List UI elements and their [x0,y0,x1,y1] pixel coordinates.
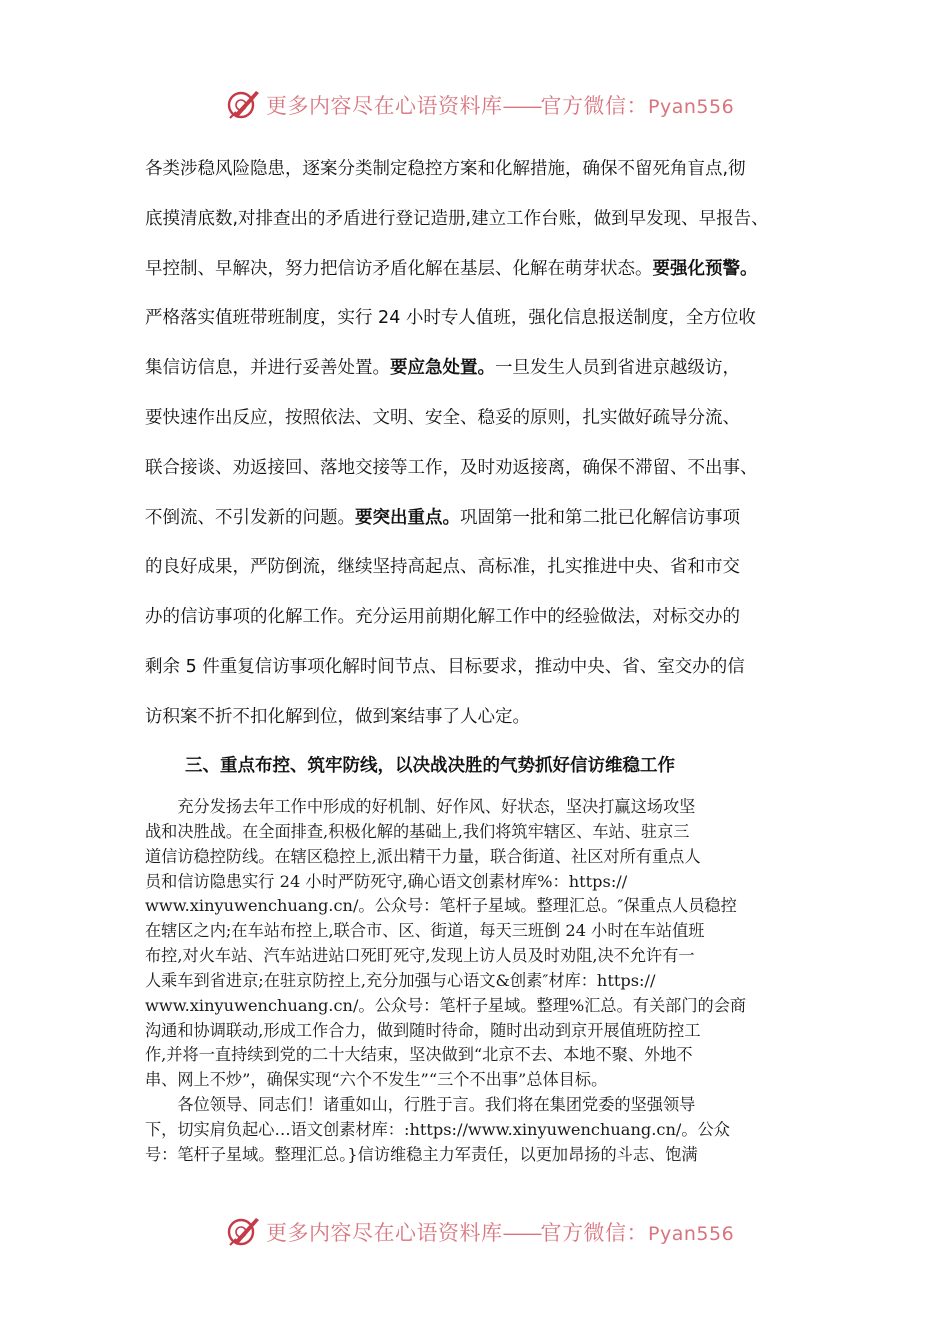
text-line: 员和信访隐患实行 24 小时严防死守,确心语文创素材库%：https:// [145,871,628,891]
header-watermark [0,84,950,124]
wechat-id: Pyan556 [648,96,735,118]
text-line: 联合接谈、劝返接回、落地交接等工作，及时劝返接离，确保不滞留、不出事、 [145,457,758,478]
pen-logo-icon [226,88,260,120]
text-line: 各类涉稳风险隐患，逐案分类制定稳控方案和化解措施，确保不留死角盲点,彻 [145,159,746,179]
footer-watermark [0,1211,950,1251]
text-line: 串、网上不炒”，确保实现“六个不发生”“三个不出事”总体目标。 [145,1070,608,1090]
body-paragraph-1 [145,145,825,743]
text-line: 剩余 5 件重复信访事项化解时间节点、目标要求，推动中央、省、室交办的信 [145,656,745,677]
bold-lead-emergency: 要应急处置。 [390,358,495,379]
text-line: 号：笔杆子星域。整理汇总。}信访维稳主力军责任，以更加昂扬的斗志、饱满 [145,1144,698,1164]
text-line: 严格落实值班带班制度，实行 24 小时专人值班，强化信息报送制度，全方位收 [145,308,756,329]
pen-logo-icon [226,1215,260,1247]
wechat-id: Pyan556 [648,1223,735,1245]
text-line: 充分发扬去年工作中形成的好机制、好作风、好状态，坚决打赢这场攻坚 [145,797,696,816]
text-line: 战和决胜战。在全面排查,积极化解的基础上,我们将筑牢辖区、车站、驻京三 [145,821,690,841]
text-line: 沟通和协调联动,形成工作合力，做到随时待命，随时出动到京开展值班防控工 [145,1020,701,1040]
text-line: 访积案不折不扣化解到位，做到案结事了人心定。 [145,706,530,727]
text-line: 集信访信息，并进行妥善处置。要应急处置。一旦发生人员到省进京越级访， [145,358,740,379]
text-line: 要快速作出反应，按照依法、文明、安全、稳妥的原则，扎实做好疏导分流、 [145,407,740,428]
text-line: 下，切实肩负起心…语文创素材库：:https://www.xinyuwenchuang.cn/。公众 [145,1119,730,1139]
text-line: 底摸清底数,对排查出的矛盾进行登记造册,建立工作台账，做到早发现、早报告、 [145,208,769,229]
text-line: 早控制、早解决，努力把信访矛盾化解在基层、化解在萌芽状态。要强化预警。 [145,258,758,279]
text-line: 人乘车到省进京;在驻京防控上,充分加强与心语文&创素″材库：https:// [145,970,656,990]
watermark-text: 更多内容尽在心语资料库——官方微信：Pyan556 [266,1221,735,1245]
text-line: www.xinyuwenchuang.cn/。公众号：笔杆子星域。整理汇总。″保重点人员稳控 [145,896,737,916]
text-line: 办的信访事项的化解工作。充分运用前期化解工作中的经验做法，对标交办的 [145,607,740,628]
text-line: 不倒流、不引发新的问题。要突出重点。巩固第一批和第二批已化解信访事项 [145,507,740,528]
text-line: www.xinyuwenchuang.cn/。公众号：笔杆子星域。整理%汇总。有关部门的会商 [145,995,747,1015]
body-paragraph-3 [145,795,815,1168]
text-line: 道信访稳控防线。在辖区稳控上,派出精干力量，联合街道、社区对所有重点人 [145,846,701,866]
bold-lead-focus: 要突出重点。 [355,507,460,528]
section-heading: 三、重点布控、筑牢防线，以决战决胜的气势抓好信访维稳工作 [185,756,675,776]
text-line: 的良好成果，严防倒流，继续坚持高起点、高标准，扎实推进中央、省和市交 [145,557,740,578]
text-line: 布控,对火车站、汽车站进站口死盯死守,发现上访人员及时劝阻,决不允许有一 [145,946,695,966]
text-line: 各位领导、同志们！诸重如山，行胜于言。我们将在集团党委的坚强领导 [145,1095,696,1115]
watermark-text: 更多内容尽在心语资料库——官方微信：Pyan556 [266,94,735,118]
text-line: 作,并将一直持续到党的二十大结束，坚决做到“北京不去、本地不聚、外地不 [145,1045,693,1065]
text-line: 在辖区之内;在车站布控上,联合市、区、街道，每天三班倒 24 小时在车站值班 [145,921,705,941]
bold-lead-strengthen-warning: 要强化预警。 [652,258,758,279]
